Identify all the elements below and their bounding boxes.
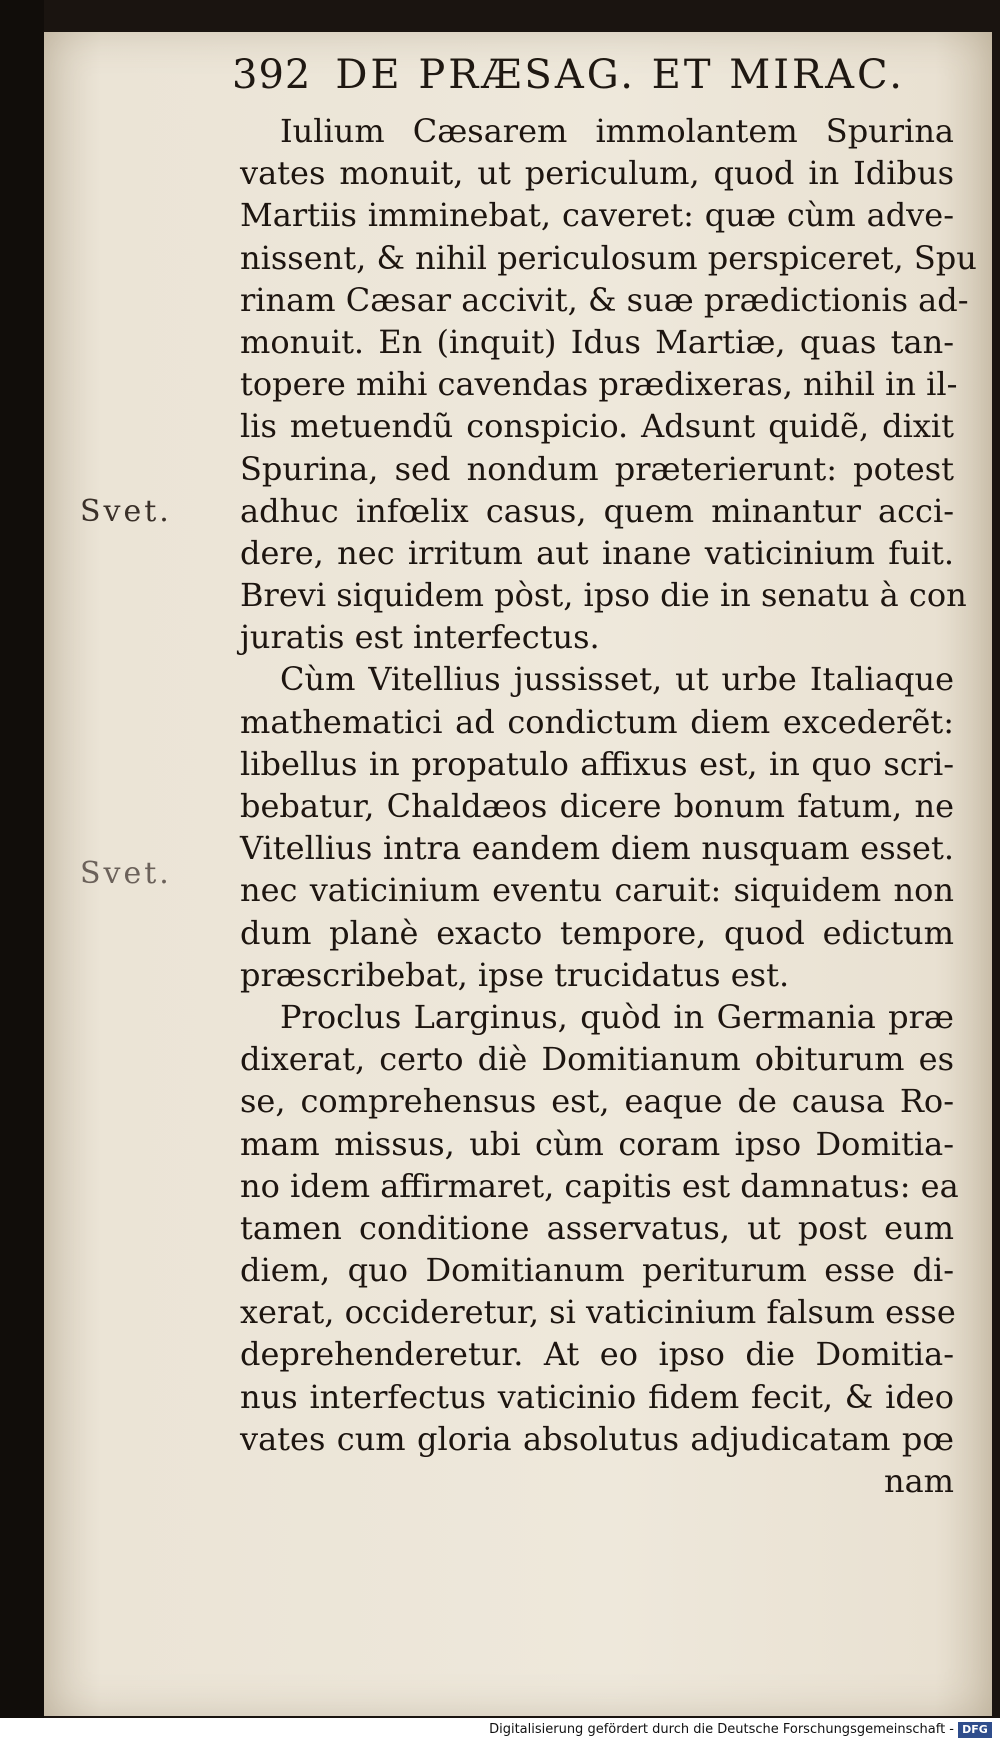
text-line: bebatur, Chaldæos dicere bonum fatum, ne xyxy=(240,787,954,825)
text-line: vates cum gloria absolutus adjudicatam pœ xyxy=(240,1419,954,1458)
text-line: dixerat, certo diè Domitianum obiturum es xyxy=(240,1040,954,1079)
text-line: rinam Cæsar accivit, & suæ prædictionis ad- xyxy=(240,280,969,319)
text-line: no idem affirmaret, capitis est damnatus: ea xyxy=(240,1166,959,1205)
text-line: libellus in propatulo affixus est, in quo scri- xyxy=(240,744,954,783)
page-header xyxy=(232,52,952,98)
dfg-logo: DFG xyxy=(958,1722,992,1738)
text-line: topere mihi cavendas prædixeras, nihil in il- xyxy=(240,365,958,404)
text-line: se, comprehensus est, eaque de causa Ro- xyxy=(240,1082,954,1121)
text-line: Vitellius intra eandem diem nusquam esset. xyxy=(240,829,954,868)
text-line: nus interfectus vaticinio fidem fecit, & ideo xyxy=(240,1377,954,1416)
text-line: dere, nec irritum aut inane vaticinium fuit. xyxy=(240,533,954,572)
text-line: juratis est interfectus. xyxy=(240,618,600,657)
text-line: lis metuendũ conspicio. Adsunt quidẽ, dixit xyxy=(240,407,954,446)
running-title: DE PRÆSAG. ET MIRAC. xyxy=(335,52,905,98)
text-line: deprehenderetur. At eo ipso die Domitia- xyxy=(240,1335,954,1374)
text-line: Proclus Larginus, quòd in Germania præ xyxy=(280,997,954,1036)
text-line: mathematici ad condictum diem excederẽt: xyxy=(240,702,954,741)
text-line: Iulium Cæsarem immolantem Spurina xyxy=(280,112,954,150)
text-line: nissent, & nihil periculosum perspiceret, Spu xyxy=(240,238,977,277)
text-line: nec vaticinium eventu caruit: siquidem non xyxy=(240,871,954,910)
digitization-footer xyxy=(0,1718,1000,1744)
text-line: diem, quo Domitianum periturum esse di- xyxy=(240,1251,954,1290)
text-line: monuit. En (inquit) Idus Martiæ, quas tan- xyxy=(240,322,954,361)
text-line: adhuc infœlix casus, quem minantur acci- xyxy=(240,491,954,530)
text-line: Spurina, sed nondum præterierunt: potest xyxy=(240,449,954,488)
text-line: dum planè exacto tempore, quod edictum xyxy=(240,913,954,952)
margin-note-source: Svet. xyxy=(80,856,172,891)
text-line: Brevi siquidem pòst, ipso die in senatu à con xyxy=(240,576,967,615)
margin-note-source: Svet. xyxy=(80,494,172,529)
text-line: xerat, occideretur, si vaticinium falsum esse xyxy=(240,1293,956,1332)
text-line: præscribebat, ipse trucidatus est. xyxy=(240,955,790,994)
text-line: mam missus, ubi cùm coram ipso Domitia- xyxy=(240,1124,954,1163)
funding-credit: Digitalisierung gefördert durch die Deutsche Forschungsgemeinschaft - xyxy=(489,1722,954,1737)
text-line: vates monuit, ut periculum, quod in Idibus xyxy=(240,154,954,193)
text-line: Martiis imminebat, caveret: quæ cùm adve- xyxy=(240,196,954,235)
text-line: Cùm Vitellius jussisset, ut urbe Italiaque xyxy=(280,660,954,699)
page-number: 392 xyxy=(232,52,312,98)
body-text xyxy=(240,110,977,1502)
catchword: nam xyxy=(883,1462,954,1500)
book-spine-shadow xyxy=(0,0,44,1744)
text-line: tamen conditione asservatus, ut post eum xyxy=(240,1208,954,1247)
